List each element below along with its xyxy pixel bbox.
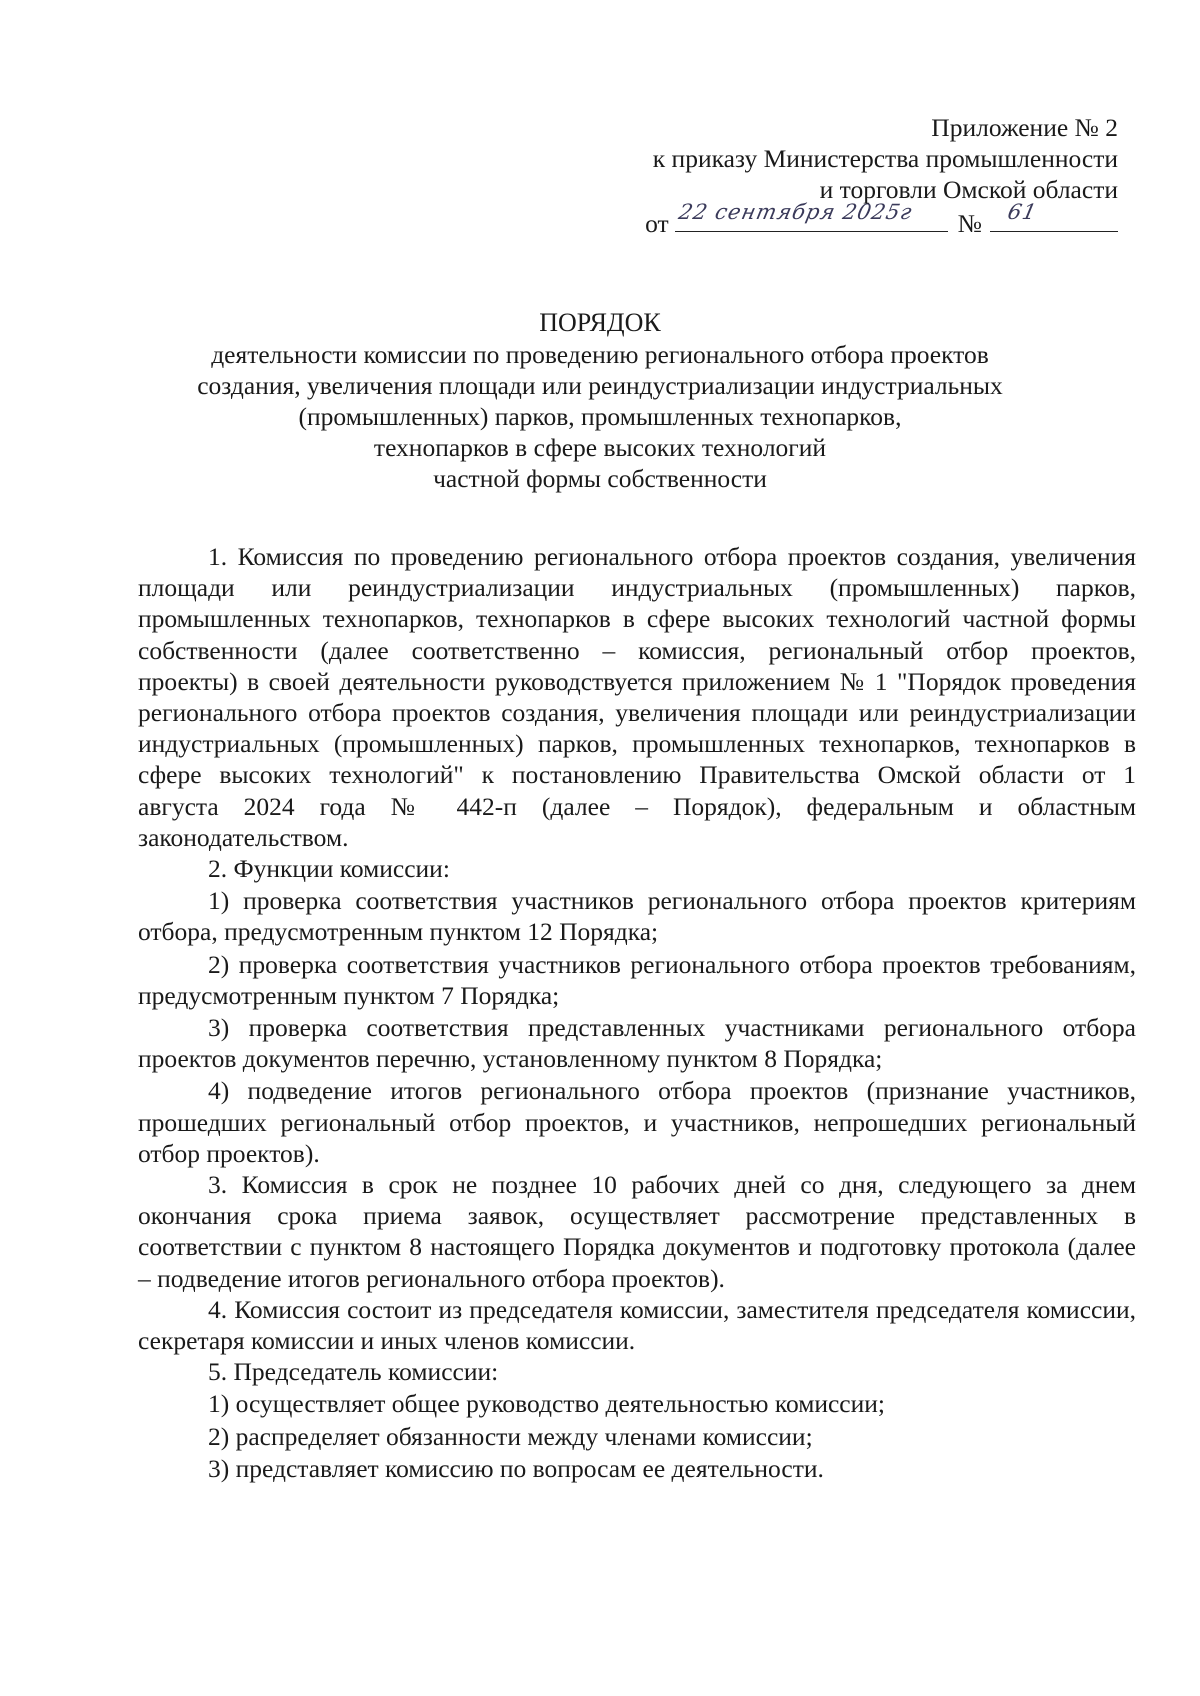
chair-duty-2: 2) распределяет обязанности между членами комиссии; [208, 1421, 813, 1451]
document-subtitle [160, 339, 1040, 494]
subtitle-line: частной формы собственности [433, 464, 767, 493]
chair-duty-1: 1) осуществляет общее руководство деятельностью комиссии; [208, 1389, 886, 1419]
appendix-number: Приложение № 2 [931, 113, 1118, 142]
subtitle-line: технопарков в сфере высоких технологий [373, 433, 827, 462]
paragraph-5: 5. Председатель комиссии: [208, 1357, 499, 1387]
number-field [990, 200, 1118, 232]
chair-duty-3: 3) представляет комиссию по вопросам ее деятельности. [208, 1453, 824, 1483]
subtitle-line: деятельности комиссии по проведению регионального отбора проектов [211, 340, 989, 369]
subtitle-line: (промышленных) парков, промышленных технопарков, [298, 402, 902, 431]
paragraph-2: 2. Функции комиссии: [208, 854, 450, 884]
paragraph-3: 3. Комиссия в срок не позднее 10 рабочих дней со дня, следующего за днем окончания срока приема заявок, осуществляет рассмотрение представленных в соответствии с пунктом 8 настоящего Порядка документов и подготовку протокола (далее – подведение итогов регионального отбора проектов). [138, 1170, 1136, 1293]
paragraph-1: 1. Комиссия по проведению регионального отбора проектов создания, увеличения площади или реиндустриализации индустриальных (промышленных) парков, промышленных технопарков, технопарков в сфере высоких технологий частной формы собственности (далее соответственно – комиссия, региональный отбор проектов, проекты) в своей деятельности руководствуется приложением № 1 "Порядок проведения регионального отбора проектов создания, увеличения площади или реиндустриализации индустриальных (промышленных) парков, промышленных технопарков, технопарков в сфере высоких технологий" к постановлению Правительства Омской области от 1 августа 2024 года № 442-п (далее – Порядок), федеральным и областным законодательством. [138, 542, 1136, 852]
from-label: от [645, 209, 669, 238]
appendix-ministry: и торговли Омской области [819, 175, 1118, 204]
function-item-3: 3) проверка соответствия представленных участниками регионального отбора проектов документов перечню, установленному пунктом 8 Порядка; [138, 1013, 1136, 1074]
paragraph-4: 4. Комиссия состоит из председателя комиссии, заместителя председателя комиссии, секретаря комиссии и иных членов комиссии. [138, 1294, 1136, 1356]
appendix-order-ref: к приказу Министерства промышленности [652, 144, 1118, 173]
number-label: № [957, 209, 982, 238]
subtitle-line: создания, увеличения площади или реиндустриализации индустриальных [197, 371, 1003, 400]
function-item-4: 4) подведение итогов регионального отбора проектов (признание участников, прошедших региональный отбор проектов, и участников, непрошедших региональный отбор проектов). [138, 1076, 1136, 1168]
handwritten-date: 22 сентября 2025г [676, 200, 915, 224]
handwritten-number: 61 [1005, 200, 1040, 224]
appendix-header [645, 112, 1118, 239]
order-date-number-line [645, 200, 1118, 239]
function-item-2: 2) проверка соответствия участников регионального отбора проектов требованиям, предусмотренным пунктом 7 Порядка; [138, 949, 1136, 1010]
document-body [138, 541, 1136, 1484]
document-title: ПОРЯДОК [539, 308, 661, 337]
function-item-1: 1) проверка соответствия участников регионального отбора проектов критериям отбора, предусмотренным пунктом 12 Порядка; [138, 886, 1136, 947]
date-field [675, 200, 948, 232]
